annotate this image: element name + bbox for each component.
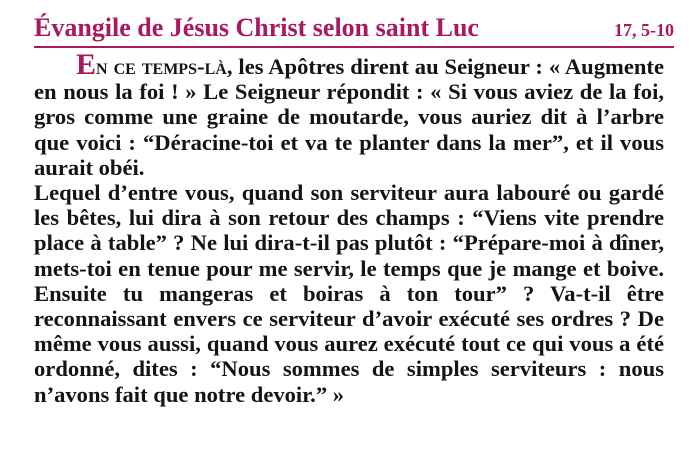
gospel-text bbox=[34, 48, 664, 407]
gospel-title: Évangile de Jésus Christ selon saint Luc bbox=[34, 13, 479, 42]
drop-cap: E bbox=[76, 48, 97, 81]
paragraph-1-text: , les Apôtres dirent au Seigneur : « Augmente en nous la foi ! » Le Seigneur répondit : « Si vous aviez de la foi, gros comme une graine de moutarde, vous auriez dit à l’arbre que voici : “Déracine-toi et va te planter dans la mer”, et il vous aurait obéi. bbox=[34, 54, 664, 180]
opening-smallcaps: n ce temps-là bbox=[96, 54, 227, 79]
verse-reference: 17, 5-10 bbox=[614, 20, 674, 40]
page-header bbox=[34, 8, 674, 48]
paragraph-1 bbox=[34, 48, 664, 180]
paragraph-2: Lequel d’entre vous, quand son serviteur aura labouré ou gardé les bêtes, lui dira à son retour des champs : “Viens vite prendre place à table” ? Ne lui dira-t-il pas plutôt : “Prépare-moi à dîner, mets-toi en tenue pour me servir, le temps que je mange et boive. Ensuite tu mangeras et boiras à ton tour” ? Va-t-il être reconnaissant envers ce serviteur d’avoir exécuté ses ordres ? De même vous aussi, quand vous aurez exécuté tout ce qui vous a été ordonné, dites : “Nous sommes de simples serviteurs : nous n’avons fait que notre devoir.” » bbox=[34, 180, 664, 407]
